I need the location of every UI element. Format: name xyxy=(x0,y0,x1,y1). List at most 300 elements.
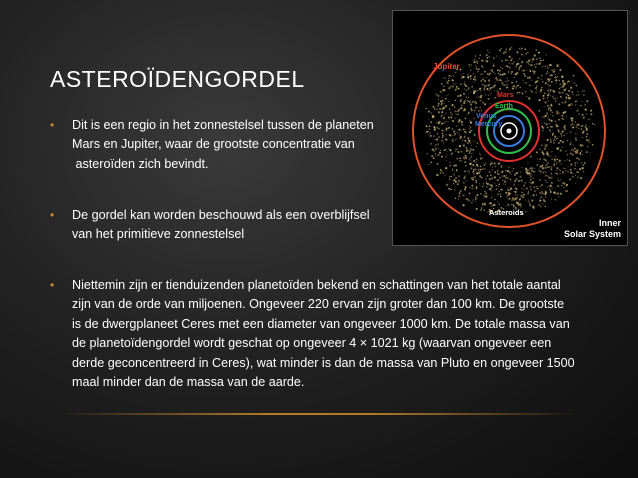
asteroid-dot xyxy=(539,179,541,181)
asteroid-dot xyxy=(455,148,457,150)
asteroid-dot xyxy=(498,186,499,187)
asteroid-dot xyxy=(455,181,457,183)
asteroid-dot xyxy=(514,182,515,183)
asteroid-dot xyxy=(468,200,470,202)
asteroid-dot xyxy=(540,200,542,202)
asteroid-dot xyxy=(547,175,549,177)
asteroid-dot xyxy=(581,128,583,130)
asteroid-dot xyxy=(557,65,559,67)
asteroid-dot xyxy=(458,151,460,153)
asteroid-dot xyxy=(458,180,460,182)
asteroid-dot xyxy=(519,176,521,178)
asteroid-dot xyxy=(524,75,526,77)
asteroid-dot xyxy=(449,176,450,177)
asteroid-dot xyxy=(513,168,514,169)
asteroid-dot xyxy=(476,97,477,98)
asteroid-dot xyxy=(469,163,471,165)
asteroid-dot xyxy=(501,60,503,62)
asteroid-dot xyxy=(464,140,466,142)
asteroid-dot xyxy=(443,173,444,174)
asteroid-dot xyxy=(442,135,444,137)
asteroid-dot xyxy=(473,171,475,173)
asteroid-dot xyxy=(469,170,470,171)
asteroid-dot xyxy=(539,149,540,150)
asteroid-dot xyxy=(538,52,540,54)
asteroid-dot xyxy=(437,154,439,156)
asteroid-dot xyxy=(426,108,427,109)
asteroid-dot xyxy=(547,153,549,155)
asteroid-dot xyxy=(578,128,579,129)
asteroid-dot xyxy=(491,87,493,89)
asteroid-dot xyxy=(556,173,558,175)
asteroid-dot xyxy=(495,73,496,74)
asteroid-dot xyxy=(504,84,506,86)
asteroid-dot xyxy=(573,75,574,76)
asteroid-dot xyxy=(527,162,528,163)
asteroid-dot xyxy=(467,171,468,172)
asteroid-dot xyxy=(555,74,556,75)
asteroid-dot xyxy=(473,160,475,162)
asteroid-dot xyxy=(545,175,547,177)
asteroid-dot xyxy=(527,169,529,171)
asteroid-dot xyxy=(488,98,490,100)
asteroid-dot xyxy=(461,105,463,107)
asteroid-dot xyxy=(549,85,550,86)
asteroid-dot xyxy=(523,82,524,83)
asteroid-dot xyxy=(460,94,462,96)
asteroid-dot xyxy=(554,136,556,138)
asteroid-dot xyxy=(556,167,558,169)
asteroid-dot xyxy=(444,175,445,176)
asteroid-dot xyxy=(471,108,472,109)
asteroid-dot xyxy=(549,129,551,131)
asteroid-dot xyxy=(587,146,589,148)
asteroid-dot xyxy=(471,153,473,155)
asteroid-dot xyxy=(571,91,573,93)
asteroid-dot xyxy=(542,66,543,67)
asteroid-dot xyxy=(468,73,469,74)
asteroid-dot xyxy=(566,116,567,117)
asteroid-dot xyxy=(443,122,445,124)
asteroid-dot xyxy=(560,84,562,86)
asteroid-dot xyxy=(551,126,553,128)
asteroid-dot xyxy=(500,196,502,198)
asteroid-dot xyxy=(533,168,534,169)
asteroid-dot xyxy=(556,125,558,127)
asteroid-dot xyxy=(569,97,571,99)
asteroid-dot xyxy=(444,115,445,116)
asteroid-dot xyxy=(468,87,470,89)
asteroid-dot xyxy=(475,198,476,199)
asteroid-dot xyxy=(461,123,463,125)
asteroid-dot xyxy=(474,134,476,136)
asteroid-dot xyxy=(445,134,446,135)
asteroid-dot xyxy=(476,159,477,160)
asteroid-dot xyxy=(547,84,548,85)
asteroid-dot xyxy=(447,125,448,126)
asteroid-dot xyxy=(564,100,565,101)
asteroid-dot xyxy=(429,135,431,137)
asteroid-dot xyxy=(552,112,554,114)
asteroid-dot xyxy=(550,91,551,92)
asteroid-dot xyxy=(558,91,559,92)
asteroid-dot xyxy=(577,94,579,96)
asteroid-dot xyxy=(499,57,500,58)
asteroid-dot xyxy=(469,187,470,188)
asteroid-dot xyxy=(555,79,557,81)
asteroid-dot xyxy=(468,97,469,98)
asteroid-dot xyxy=(560,86,562,88)
asteroid-dot xyxy=(521,62,522,63)
asteroid-dot xyxy=(467,89,468,90)
asteroid-dot xyxy=(504,181,506,183)
asteroid-dot xyxy=(508,166,510,168)
bullet-item xyxy=(50,276,610,392)
asteroid-dot xyxy=(512,88,514,90)
asteroid-dot xyxy=(531,199,533,201)
asteroid-dot xyxy=(456,158,458,160)
asteroid-dot xyxy=(482,78,484,80)
asteroid-dot xyxy=(548,93,550,95)
asteroid-dot xyxy=(471,86,473,88)
asteroid-dot xyxy=(500,165,502,167)
asteroid-dot xyxy=(456,138,457,139)
asteroid-dot xyxy=(450,189,452,191)
asteroid-dot xyxy=(462,204,464,206)
asteroid-dot xyxy=(449,178,451,180)
asteroid-dot xyxy=(575,183,576,184)
asteroid-dot xyxy=(558,180,560,182)
asteroid-dot xyxy=(466,180,467,181)
asteroid-dot xyxy=(439,152,441,154)
asteroid-dot xyxy=(541,76,543,78)
asteroid-dot xyxy=(441,156,443,158)
asteroid-dot xyxy=(453,138,454,139)
asteroid-dot xyxy=(448,94,449,95)
asteroid-dot xyxy=(442,108,444,110)
asteroid-dot xyxy=(454,139,455,140)
asteroid-dot xyxy=(544,92,546,94)
asteroid-dot xyxy=(452,128,453,129)
asteroid-dot xyxy=(489,171,491,173)
asteroid-dot xyxy=(485,179,486,180)
asteroid-dot xyxy=(441,116,442,117)
bullet-marker: • xyxy=(50,208,55,222)
asteroid-dot xyxy=(470,130,472,132)
asteroid-dot xyxy=(473,73,474,74)
asteroid-dot xyxy=(514,68,515,69)
asteroid-dot xyxy=(569,160,570,161)
asteroid-dot xyxy=(581,92,582,93)
asteroid-dot xyxy=(554,199,556,201)
asteroid-dot xyxy=(583,130,585,132)
asteroid-dot xyxy=(570,172,572,174)
asteroid-dot xyxy=(563,135,564,136)
asteroid-dot xyxy=(453,130,455,132)
asteroid-dot xyxy=(458,199,459,200)
asteroid-dot xyxy=(517,194,518,195)
asteroid-dot xyxy=(556,111,558,113)
asteroid-dot xyxy=(564,160,565,161)
asteroid-dot xyxy=(485,168,486,169)
asteroid-dot xyxy=(545,159,547,161)
bullet-line: derde geconcentreerd in Ceres), wat minder is dan de massa van Pluto en ongeveer 1500 xyxy=(72,355,575,370)
asteroid-dot xyxy=(590,113,592,115)
asteroid-dot xyxy=(580,177,582,179)
asteroid-dot xyxy=(556,163,558,165)
asteroid-dot xyxy=(567,140,568,141)
asteroid-dot xyxy=(533,186,535,188)
asteroid-dot xyxy=(542,117,544,119)
bullet-line: zijn van de orde van miljoenen. Ongeveer 220 ervan zijn groter dan 100 km. De grootste xyxy=(72,297,565,312)
asteroid-dot xyxy=(477,160,478,161)
asteroid-dot xyxy=(503,73,505,75)
asteroid-dot xyxy=(459,192,461,194)
asteroid-dot xyxy=(584,162,586,164)
asteroid-dot xyxy=(551,173,553,175)
asteroid-dot xyxy=(529,85,531,87)
asteroid-dot xyxy=(573,94,574,95)
asteroid-dot xyxy=(435,93,437,95)
asteroid-dot xyxy=(530,176,532,178)
asteroid-dot xyxy=(575,101,576,102)
asteroid-dot xyxy=(531,61,532,62)
asteroid-dot xyxy=(555,98,556,99)
asteroid-dot xyxy=(539,192,541,194)
asteroid-dot xyxy=(528,191,529,192)
asteroid-dot xyxy=(528,59,530,61)
asteroid-dot xyxy=(442,133,444,135)
asteroid-dot xyxy=(566,154,568,156)
asteroid-dot xyxy=(429,128,430,129)
asteroid-dot xyxy=(461,121,463,123)
asteroid-dot xyxy=(547,186,548,187)
asteroid-dot xyxy=(470,160,471,161)
asteroid-dot xyxy=(474,61,476,63)
asteroid-dot xyxy=(510,73,512,75)
mars-label: Mars xyxy=(497,92,514,99)
asteroid-dot xyxy=(478,172,480,174)
asteroid-dot xyxy=(487,50,488,51)
asteroid-dot xyxy=(484,204,486,206)
asteroid-dot xyxy=(474,110,476,112)
asteroid-dot xyxy=(546,73,547,74)
asteroid-dot xyxy=(480,90,481,91)
asteroid-dot xyxy=(494,90,495,91)
asteroid-dot xyxy=(483,183,485,185)
asteroid-dot xyxy=(428,164,429,165)
asteroid-dot xyxy=(532,59,534,61)
asteroid-dot xyxy=(456,125,458,127)
asteroid-dot xyxy=(473,149,475,151)
asteroid-dot xyxy=(559,80,560,81)
asteroid-dot xyxy=(460,100,462,102)
asteroid-dot xyxy=(556,158,558,160)
asteroid-dot xyxy=(554,69,555,70)
asteroid-dot xyxy=(467,137,469,139)
asteroid-dot xyxy=(427,131,428,132)
asteroid-dot xyxy=(445,105,447,107)
asteroid-dot xyxy=(448,127,450,129)
asteroid-dot xyxy=(550,142,552,144)
asteroid-dot xyxy=(430,121,432,123)
asteroid-dot xyxy=(516,72,518,74)
asteroid-dot xyxy=(558,162,559,163)
asteroid-dot xyxy=(452,85,454,87)
asteroid-dot xyxy=(530,70,532,72)
asteroid-dot xyxy=(505,81,506,82)
asteroid-dot xyxy=(432,148,434,150)
asteroid-dot xyxy=(515,173,516,174)
asteroid-dot xyxy=(455,84,456,85)
asteroid-dot xyxy=(469,112,470,113)
asteroid-dot xyxy=(457,95,459,97)
asteroid-dot xyxy=(558,196,559,197)
asteroid-dot xyxy=(576,100,578,102)
asteroid-dot xyxy=(433,126,435,128)
asteroid-dot xyxy=(491,190,492,191)
asteroid-dot xyxy=(465,85,467,87)
asteroid-dot xyxy=(541,192,543,194)
asteroid-dot xyxy=(473,78,475,80)
asteroid-dot xyxy=(488,52,489,53)
asteroid-dot xyxy=(543,162,544,163)
asteroid-dot xyxy=(506,175,508,177)
asteroid-dot xyxy=(514,191,515,192)
asteroid-dot xyxy=(468,113,469,114)
asteroid-dot xyxy=(475,169,476,170)
asteroid-dot xyxy=(586,136,588,138)
asteroid-dot xyxy=(572,124,573,125)
asteroid-dot xyxy=(476,208,478,210)
asteroid-dot xyxy=(553,164,555,166)
asteroid-dot xyxy=(542,130,543,131)
asteroid-dot xyxy=(511,63,513,65)
asteroid-dot xyxy=(438,136,440,138)
asteroid-dot xyxy=(458,129,460,131)
asteroid-dot xyxy=(505,206,506,207)
asteroid-dot xyxy=(505,60,506,61)
asteroid-dot xyxy=(548,86,549,87)
asteroid-dot xyxy=(562,92,564,94)
asteroid-dot xyxy=(516,197,518,199)
asteroid-dot xyxy=(574,168,576,170)
asteroid-dot xyxy=(445,156,446,157)
asteroid-dot xyxy=(501,171,503,173)
asteroid-dot xyxy=(484,71,486,73)
asteroid-dot xyxy=(494,183,495,184)
asteroid-dot xyxy=(559,88,560,89)
asteroid-dot xyxy=(479,183,480,184)
asteroid-dot xyxy=(501,82,503,84)
asteroid-dot xyxy=(511,70,513,72)
asteroid-dot xyxy=(521,49,522,50)
asteroid-dot xyxy=(514,184,516,186)
asteroid-dot xyxy=(489,84,491,86)
asteroid-dot xyxy=(589,126,590,127)
asteroid-dot xyxy=(547,162,549,164)
asteroid-dot xyxy=(454,189,455,190)
asteroid-dot xyxy=(531,64,533,66)
asteroid-dot xyxy=(461,160,462,161)
asteroid-dot xyxy=(497,193,499,195)
asteroid-dot xyxy=(521,61,523,63)
asteroid-dot xyxy=(464,88,465,89)
asteroid-dot xyxy=(585,124,587,126)
jupiter-label: Jupiter xyxy=(433,62,460,71)
asteroid-dot xyxy=(499,174,500,175)
asteroid-dot xyxy=(470,167,472,169)
asteroid-dot xyxy=(525,91,526,92)
asteroid-dot xyxy=(438,103,440,105)
asteroid-dot xyxy=(544,101,546,103)
asteroid-dot xyxy=(582,114,584,116)
asteroid-dot xyxy=(453,174,455,176)
asteroid-dot xyxy=(431,112,432,113)
asteroid-dot xyxy=(469,152,471,154)
asteroid-dot xyxy=(561,76,563,78)
asteroid-dot xyxy=(441,171,442,172)
asteroid-dot xyxy=(546,151,548,153)
asteroid-dot xyxy=(489,90,490,91)
asteroid-dot xyxy=(568,104,570,106)
asteroid-dot xyxy=(469,120,470,121)
asteroid-dot xyxy=(466,114,467,115)
asteroid-dot xyxy=(464,100,466,102)
asteroid-dot xyxy=(550,139,551,140)
asteroid-dot xyxy=(438,95,440,97)
asteroid-dot xyxy=(545,206,547,208)
asteroid-dot xyxy=(530,89,532,91)
asteroid-dot xyxy=(573,145,574,146)
asteroid-dot xyxy=(491,178,493,180)
asteroid-dot xyxy=(460,83,462,85)
asteroid-dot xyxy=(443,142,444,143)
asteroid-dot xyxy=(574,82,575,83)
bullet-line: Dit is een regio in het zonnestelsel tussen de planeten xyxy=(72,118,374,132)
asteroid-dot xyxy=(506,196,507,197)
asteroid-dot xyxy=(480,169,482,171)
asteroid-dot xyxy=(469,193,471,195)
asteroid-dot xyxy=(464,177,466,179)
asteroid-dot xyxy=(513,205,515,207)
asteroid-dot xyxy=(497,171,498,172)
asteroid-dot xyxy=(532,206,534,208)
asteroid-dot xyxy=(501,176,502,177)
asteroid-dot xyxy=(547,105,548,106)
asteroid-dot xyxy=(531,174,532,175)
asteroid-dot xyxy=(464,161,466,163)
asteroid-dot xyxy=(485,94,486,95)
asteroid-dot xyxy=(448,148,449,149)
asteroid-dot xyxy=(550,95,551,96)
asteroid-dot xyxy=(559,170,560,171)
asteroid-dot xyxy=(480,158,481,159)
asteroid-dot xyxy=(539,170,540,171)
asteroid-dot xyxy=(536,194,537,195)
asteroid-dot xyxy=(464,109,466,111)
asteroid-dot xyxy=(550,64,552,66)
asteroid-dot xyxy=(507,187,508,188)
asteroid-dot xyxy=(514,179,516,181)
asteroid-dot xyxy=(480,193,481,194)
asteroid-dot xyxy=(476,180,477,181)
asteroid-dot xyxy=(477,71,479,73)
asteroid-dot xyxy=(490,97,491,98)
asteroid-dot xyxy=(583,117,585,119)
asteroid-dot xyxy=(513,85,515,87)
asteroid-dot xyxy=(490,93,492,95)
